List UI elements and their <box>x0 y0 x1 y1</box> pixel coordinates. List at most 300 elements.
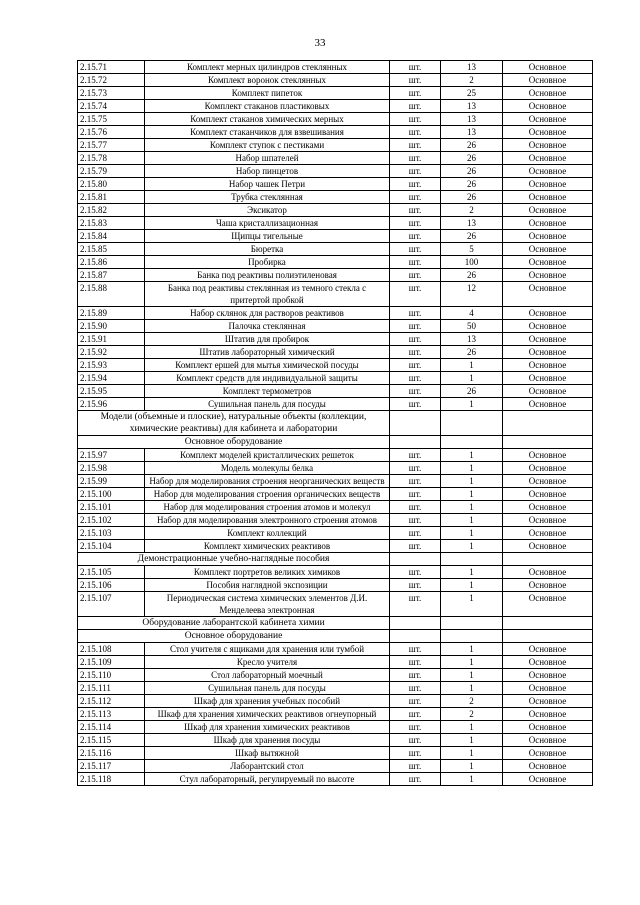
item-category: Основное <box>503 87 593 100</box>
item-number: 2.15.112 <box>78 695 145 708</box>
table-row <box>78 61 593 74</box>
item-number: 2.15.74 <box>78 100 145 113</box>
item-quantity: 4 <box>441 307 503 320</box>
item-quantity: 1 <box>441 449 503 462</box>
table-row <box>78 333 593 346</box>
item-number: 2.15.115 <box>78 734 145 747</box>
item-number: 2.15.80 <box>78 178 145 191</box>
item-quantity: 1 <box>441 721 503 734</box>
item-category: Основное <box>503 269 593 282</box>
item-name: Банка под реактивы стеклянная из темного стекла с притертой пробкой <box>145 282 390 307</box>
table-row <box>78 282 593 307</box>
section-header-row <box>78 411 593 436</box>
table-row <box>78 74 593 87</box>
item-quantity: 1 <box>441 760 503 773</box>
table-row <box>78 372 593 385</box>
item-number: 2.15.85 <box>78 243 145 256</box>
empty-cell <box>503 630 593 643</box>
item-unit: шт. <box>390 346 441 359</box>
item-quantity: 1 <box>441 592 503 617</box>
item-unit: шт. <box>390 139 441 152</box>
item-number: 2.15.113 <box>78 708 145 721</box>
table-row <box>78 152 593 165</box>
item-name: Набор шпателей <box>145 152 390 165</box>
item-name: Стул лабораторный, регулируемый по высоте <box>145 773 390 786</box>
item-number: 2.15.103 <box>78 527 145 540</box>
item-unit: шт. <box>390 592 441 617</box>
item-category: Основное <box>503 695 593 708</box>
empty-cell <box>390 630 441 643</box>
item-category: Основное <box>503 359 593 372</box>
item-quantity: 2 <box>441 708 503 721</box>
item-category: Основное <box>503 462 593 475</box>
item-unit: шт. <box>390 333 441 346</box>
item-name: Лаборантский стол <box>145 760 390 773</box>
item-name: Пробирка <box>145 256 390 269</box>
table-row <box>78 760 593 773</box>
item-unit: шт. <box>390 488 441 501</box>
item-name: Эксикатор <box>145 204 390 217</box>
item-unit: шт. <box>390 165 441 178</box>
item-quantity: 2 <box>441 204 503 217</box>
section-header-row <box>78 553 593 566</box>
item-name: Комплект моделей кристаллических решеток <box>145 449 390 462</box>
item-quantity: 2 <box>441 695 503 708</box>
table-row <box>78 656 593 669</box>
item-unit: шт. <box>390 204 441 217</box>
section-title: Модели (объемные и плоские), натуральные объекты (коллекции, химические реактивы) для кабинета и лаборатории <box>78 411 390 436</box>
item-number: 2.15.106 <box>78 579 145 592</box>
item-name: Комплект коллекций <box>145 527 390 540</box>
item-name: Модель молекулы белка <box>145 462 390 475</box>
table-row <box>78 540 593 553</box>
table-row <box>78 243 593 256</box>
empty-cell <box>503 436 593 449</box>
item-name: Чаша кристаллизационная <box>145 217 390 230</box>
item-category: Основное <box>503 592 593 617</box>
item-quantity: 50 <box>441 320 503 333</box>
item-name: Трубка стеклянная <box>145 191 390 204</box>
section-title: Основное оборудование <box>78 630 390 643</box>
item-number: 2.15.78 <box>78 152 145 165</box>
item-quantity: 1 <box>441 682 503 695</box>
item-number: 2.15.96 <box>78 398 145 411</box>
table-row <box>78 165 593 178</box>
table-row <box>78 139 593 152</box>
item-quantity: 1 <box>441 372 503 385</box>
table-row <box>78 695 593 708</box>
item-unit: шт. <box>390 243 441 256</box>
item-number: 2.15.109 <box>78 656 145 669</box>
empty-cell <box>390 436 441 449</box>
table-row <box>78 462 593 475</box>
item-name: Комплект стаканчиков для взвешивания <box>145 126 390 139</box>
item-name: Комплект средств для индивидуальной защиты <box>145 372 390 385</box>
item-name: Шкаф для хранения химических реактивов <box>145 721 390 734</box>
item-category: Основное <box>503 243 593 256</box>
item-number: 2.15.95 <box>78 385 145 398</box>
item-category: Основное <box>503 333 593 346</box>
item-number: 2.15.118 <box>78 773 145 786</box>
item-unit: шт. <box>390 372 441 385</box>
item-unit: шт. <box>390 773 441 786</box>
item-unit: шт. <box>390 269 441 282</box>
item-name: Комплект портретов великих химиков <box>145 566 390 579</box>
item-category: Основное <box>503 708 593 721</box>
item-quantity: 13 <box>441 126 503 139</box>
item-category: Основное <box>503 566 593 579</box>
equipment-table <box>77 60 593 786</box>
item-quantity: 1 <box>441 462 503 475</box>
item-unit: шт. <box>390 74 441 87</box>
table-row <box>78 475 593 488</box>
item-quantity: 26 <box>441 139 503 152</box>
item-category: Основное <box>503 178 593 191</box>
item-name: Кресло учителя <box>145 656 390 669</box>
item-unit: шт. <box>390 475 441 488</box>
item-number: 2.15.94 <box>78 372 145 385</box>
item-unit: шт. <box>390 100 441 113</box>
item-name: Щипцы тигельные <box>145 230 390 243</box>
section-header-row <box>78 630 593 643</box>
item-category: Основное <box>503 230 593 243</box>
table-row <box>78 269 593 282</box>
item-category: Основное <box>503 139 593 152</box>
table-row <box>78 359 593 372</box>
item-number: 2.15.73 <box>78 87 145 100</box>
item-name: Набор для моделирования строения органических веществ <box>145 488 390 501</box>
table-row <box>78 346 593 359</box>
item-category: Основное <box>503 204 593 217</box>
item-unit: шт. <box>390 747 441 760</box>
item-quantity: 25 <box>441 87 503 100</box>
item-number: 2.15.76 <box>78 126 145 139</box>
item-unit: шт. <box>390 643 441 656</box>
table-row <box>78 669 593 682</box>
item-number: 2.15.114 <box>78 721 145 734</box>
item-quantity: 1 <box>441 773 503 786</box>
item-category: Основное <box>503 385 593 398</box>
item-quantity: 13 <box>441 333 503 346</box>
item-number: 2.15.100 <box>78 488 145 501</box>
item-quantity: 5 <box>441 243 503 256</box>
item-category: Основное <box>503 100 593 113</box>
item-number: 2.15.93 <box>78 359 145 372</box>
item-quantity: 1 <box>441 527 503 540</box>
item-name: Шкаф вытяжной <box>145 747 390 760</box>
item-name: Штатив лабораторный химический <box>145 346 390 359</box>
item-number: 2.15.91 <box>78 333 145 346</box>
item-unit: шт. <box>390 734 441 747</box>
item-quantity: 26 <box>441 152 503 165</box>
item-name: Комплект воронок стеклянных <box>145 74 390 87</box>
item-name: Комплект пипеток <box>145 87 390 100</box>
table-row <box>78 256 593 269</box>
item-unit: шт. <box>390 113 441 126</box>
item-category: Основное <box>503 669 593 682</box>
item-name: Набор чашек Петри <box>145 178 390 191</box>
item-quantity: 1 <box>441 475 503 488</box>
item-quantity: 26 <box>441 178 503 191</box>
item-quantity: 1 <box>441 398 503 411</box>
item-category: Основное <box>503 191 593 204</box>
item-name: Шкаф для хранения химических реактивов огнеупорный <box>145 708 390 721</box>
item-name: Пособия наглядной экспозиции <box>145 579 390 592</box>
item-unit: шт. <box>390 61 441 74</box>
item-number: 2.15.111 <box>78 682 145 695</box>
item-quantity: 26 <box>441 385 503 398</box>
empty-cell <box>503 617 593 630</box>
item-name: Палочка стеклянная <box>145 320 390 333</box>
item-name: Банка под реактивы полиэтиленовая <box>145 269 390 282</box>
empty-cell <box>441 411 503 436</box>
table-row <box>78 773 593 786</box>
item-category: Основное <box>503 449 593 462</box>
table-row <box>78 566 593 579</box>
section-title: Основное оборудование <box>78 436 390 449</box>
table-row <box>78 579 593 592</box>
item-number: 2.15.110 <box>78 669 145 682</box>
item-name: Набор склянок для растворов реактивов <box>145 307 390 320</box>
item-name: Шкаф для хранения учебных пособий <box>145 695 390 708</box>
item-number: 2.15.77 <box>78 139 145 152</box>
item-category: Основное <box>503 773 593 786</box>
item-category: Основное <box>503 488 593 501</box>
item-unit: шт. <box>390 579 441 592</box>
table-row <box>78 721 593 734</box>
item-unit: шт. <box>390 449 441 462</box>
item-category: Основное <box>503 579 593 592</box>
item-number: 2.15.83 <box>78 217 145 230</box>
item-quantity: 13 <box>441 61 503 74</box>
item-number: 2.15.75 <box>78 113 145 126</box>
item-name: Шкаф для хранения посуды <box>145 734 390 747</box>
item-unit: шт. <box>390 87 441 100</box>
item-unit: шт. <box>390 760 441 773</box>
item-number: 2.15.98 <box>78 462 145 475</box>
empty-cell <box>503 553 593 566</box>
item-unit: шт. <box>390 656 441 669</box>
item-unit: шт. <box>390 501 441 514</box>
item-unit: шт. <box>390 256 441 269</box>
item-category: Основное <box>503 256 593 269</box>
item-unit: шт. <box>390 462 441 475</box>
item-number: 2.15.116 <box>78 747 145 760</box>
empty-cell <box>390 411 441 436</box>
item-number: 2.15.105 <box>78 566 145 579</box>
table-row <box>78 449 593 462</box>
item-name: Бюретка <box>145 243 390 256</box>
item-quantity: 26 <box>441 165 503 178</box>
item-unit: шт. <box>390 540 441 553</box>
item-quantity: 1 <box>441 643 503 656</box>
table-row <box>78 501 593 514</box>
table-row <box>78 191 593 204</box>
item-unit: шт. <box>390 514 441 527</box>
table-row <box>78 643 593 656</box>
item-number: 2.15.99 <box>78 475 145 488</box>
item-unit: шт. <box>390 126 441 139</box>
section-header-row <box>78 617 593 630</box>
item-unit: шт. <box>390 527 441 540</box>
item-quantity: 100 <box>441 256 503 269</box>
item-category: Основное <box>503 501 593 514</box>
item-unit: шт. <box>390 708 441 721</box>
table-row <box>78 113 593 126</box>
table-row <box>78 488 593 501</box>
table-body <box>78 61 593 786</box>
item-name: Комплект стаканов пластиковых <box>145 100 390 113</box>
empty-cell <box>390 553 441 566</box>
item-category: Основное <box>503 346 593 359</box>
item-category: Основное <box>503 721 593 734</box>
table-row <box>78 320 593 333</box>
item-name: Стол учителя с ящиками для хранения или тумбой <box>145 643 390 656</box>
item-unit: шт. <box>390 217 441 230</box>
item-category: Основное <box>503 307 593 320</box>
item-category: Основное <box>503 217 593 230</box>
table-row <box>78 708 593 721</box>
item-number: 2.15.102 <box>78 514 145 527</box>
table-row <box>78 204 593 217</box>
item-number: 2.15.72 <box>78 74 145 87</box>
item-number: 2.15.97 <box>78 449 145 462</box>
table-row <box>78 217 593 230</box>
item-number: 2.15.71 <box>78 61 145 74</box>
item-unit: шт. <box>390 307 441 320</box>
item-name: Сушильная панель для посуды <box>145 398 390 411</box>
item-unit: шт. <box>390 230 441 243</box>
section-header-row <box>78 436 593 449</box>
item-name: Набор для моделирования электронного строения атомов <box>145 514 390 527</box>
item-quantity: 26 <box>441 191 503 204</box>
item-category: Основное <box>503 61 593 74</box>
item-category: Основное <box>503 74 593 87</box>
item-name: Комплект химических реактивов <box>145 540 390 553</box>
item-category: Основное <box>503 165 593 178</box>
item-unit: шт. <box>390 282 441 307</box>
item-quantity: 26 <box>441 269 503 282</box>
item-unit: шт. <box>390 669 441 682</box>
item-quantity: 1 <box>441 734 503 747</box>
item-name: Периодическая система химических элементов Д.И. Менделеева электронная <box>145 592 390 617</box>
item-name: Набор для моделирования строения неорганических веществ <box>145 475 390 488</box>
table-row <box>78 100 593 113</box>
item-quantity: 1 <box>441 540 503 553</box>
item-unit: шт. <box>390 320 441 333</box>
item-unit: шт. <box>390 178 441 191</box>
table-row <box>78 307 593 320</box>
item-quantity: 2 <box>441 74 503 87</box>
item-category: Основное <box>503 320 593 333</box>
item-category: Основное <box>503 514 593 527</box>
item-quantity: 1 <box>441 566 503 579</box>
table-row <box>78 385 593 398</box>
item-quantity: 1 <box>441 488 503 501</box>
item-category: Основное <box>503 656 593 669</box>
item-quantity: 12 <box>441 282 503 307</box>
item-unit: шт. <box>390 398 441 411</box>
empty-cell <box>441 553 503 566</box>
item-number: 2.15.81 <box>78 191 145 204</box>
item-unit: шт. <box>390 152 441 165</box>
item-category: Основное <box>503 643 593 656</box>
empty-cell <box>441 630 503 643</box>
table-row <box>78 682 593 695</box>
item-quantity: 1 <box>441 656 503 669</box>
item-category: Основное <box>503 152 593 165</box>
table-row <box>78 592 593 617</box>
item-quantity: 13 <box>441 100 503 113</box>
item-quantity: 13 <box>441 217 503 230</box>
item-quantity: 1 <box>441 514 503 527</box>
item-category: Основное <box>503 540 593 553</box>
item-number: 2.15.82 <box>78 204 145 217</box>
item-name: Комплект термометров <box>145 385 390 398</box>
item-unit: шт. <box>390 721 441 734</box>
empty-cell <box>441 436 503 449</box>
item-category: Основное <box>503 475 593 488</box>
item-name: Набор пинцетов <box>145 165 390 178</box>
section-title: Демонстрационные учебно-наглядные пособия <box>78 553 390 566</box>
item-number: 2.15.104 <box>78 540 145 553</box>
item-unit: шт. <box>390 682 441 695</box>
table-row <box>78 87 593 100</box>
empty-cell <box>441 617 503 630</box>
item-number: 2.15.86 <box>78 256 145 269</box>
item-category: Основное <box>503 734 593 747</box>
item-category: Основное <box>503 282 593 307</box>
item-number: 2.15.101 <box>78 501 145 514</box>
item-unit: шт. <box>390 385 441 398</box>
item-name: Штатив для пробирок <box>145 333 390 346</box>
item-quantity: 1 <box>441 359 503 372</box>
table-row <box>78 230 593 243</box>
table-row <box>78 747 593 760</box>
item-category: Основное <box>503 747 593 760</box>
item-quantity: 13 <box>441 113 503 126</box>
item-unit: шт. <box>390 191 441 204</box>
item-number: 2.15.92 <box>78 346 145 359</box>
item-category: Основное <box>503 398 593 411</box>
item-number: 2.15.79 <box>78 165 145 178</box>
item-number: 2.15.89 <box>78 307 145 320</box>
item-category: Основное <box>503 527 593 540</box>
item-number: 2.15.90 <box>78 320 145 333</box>
empty-cell <box>390 617 441 630</box>
item-quantity: 1 <box>441 747 503 760</box>
item-unit: шт. <box>390 695 441 708</box>
item-name: Комплект ершей для мытья химической посуды <box>145 359 390 372</box>
table-row <box>78 126 593 139</box>
table-row <box>78 514 593 527</box>
item-name: Комплект стаканов химических мерных <box>145 113 390 126</box>
table-row <box>78 527 593 540</box>
item-number: 2.15.107 <box>78 592 145 617</box>
item-quantity: 1 <box>441 579 503 592</box>
item-category: Основное <box>503 126 593 139</box>
item-category: Основное <box>503 113 593 126</box>
item-name: Набор для моделирования строения атомов и молекул <box>145 501 390 514</box>
item-number: 2.15.88 <box>78 282 145 307</box>
item-name: Стол лабораторный моечный <box>145 669 390 682</box>
item-number: 2.15.84 <box>78 230 145 243</box>
item-quantity: 26 <box>441 346 503 359</box>
item-unit: шт. <box>390 566 441 579</box>
item-number: 2.15.108 <box>78 643 145 656</box>
item-quantity: 1 <box>441 669 503 682</box>
item-name: Сушильная панель для посуды <box>145 682 390 695</box>
